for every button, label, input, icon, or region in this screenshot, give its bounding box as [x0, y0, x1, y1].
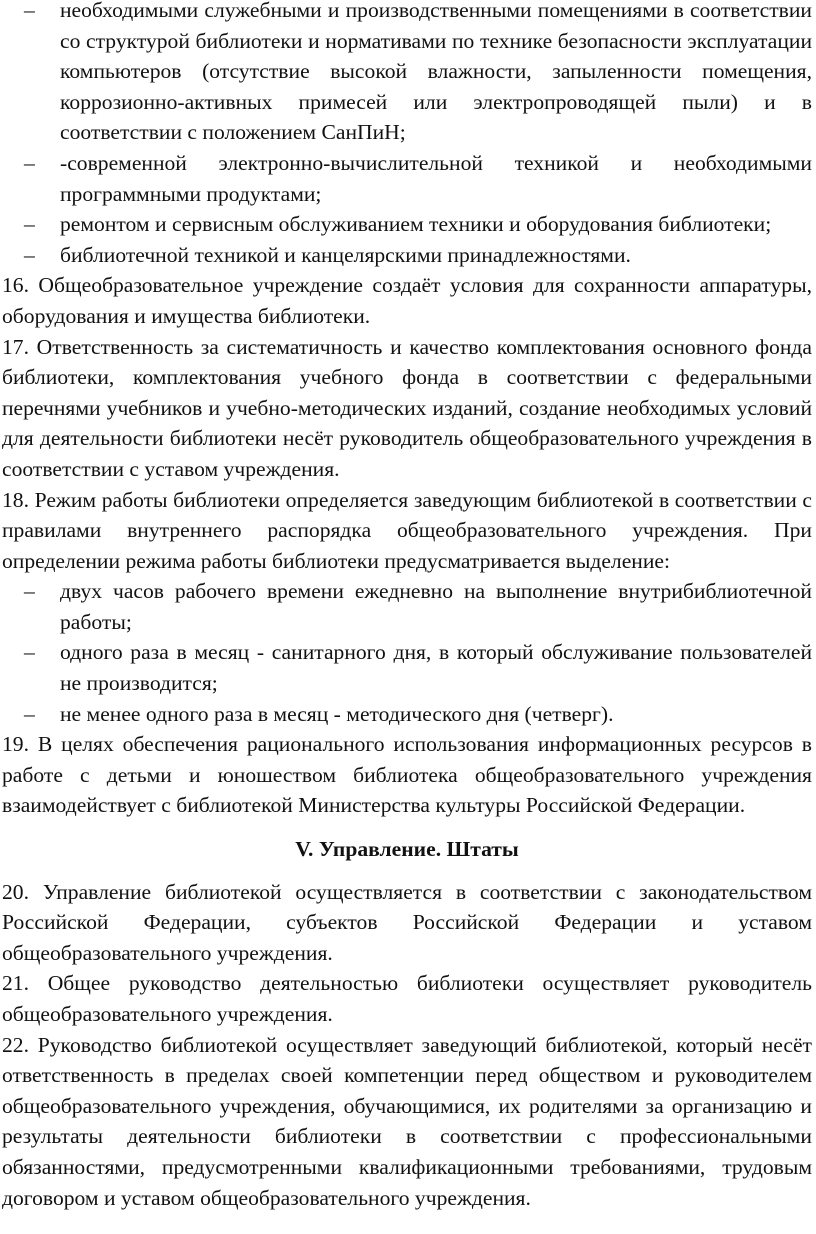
- list-item-text: -современной электронно-вычислительной техникой и необходимыми программными продуктами;: [60, 150, 812, 206]
- paragraph-20: 20. Управление библиотекой осуществляется в соответствии с законодательством Российской Федерации, субъектов Российской Федерации и уставом общеобразовательного учреждения.: [2, 879, 812, 965]
- list-item-text: двух часов рабочего времени ежедневно на выполнение внутрибиблиотечной работы;: [60, 579, 812, 634]
- list-item: [2, 0, 812, 148]
- list-item: [2, 637, 812, 698]
- dash-bullet: –: [24, 640, 35, 665]
- dash-bullet: –: [24, 0, 35, 22]
- list-item-text: одного раза в месяц - санитарного дня, в который обслуживание пользователей не производится;: [60, 640, 812, 696]
- paragraph-16: 16. Общеобразовательное учреждение создаёт условия для сохранности аппаратуры, оборудования и имущества библиотеки.: [2, 273, 812, 328]
- list-item: [2, 576, 812, 637]
- dash-bullet: –: [24, 701, 35, 726]
- paragraph-18: 18. Режим работы библиотеки определяется заведующим библиотекой в соответствии с правилами внутреннего распорядка общеобразовательного учреждения. При определении режима работы библиотеки предусматривается выделение:: [2, 487, 812, 573]
- dash-bullet: –: [24, 212, 35, 237]
- list-item-text: библиотечной техникой и канцелярскими принадлежностями.: [60, 242, 631, 267]
- section-heading: V. Управление. Штаты: [295, 837, 519, 862]
- paragraph-22: 22. Руководство библиотекой осуществляет заведующий библиотекой, который несёт ответственность в пределах своей компетенции перед обществом и руководителем общеобразовательного учреждения, обучающимися, их родителями за организацию и результаты деятельности библиотеки в соответствии с профессиональными обязанностями, предусмотренными квалификационными требованиями, трудовым договором и уставом общеобразовательного учреждения.: [2, 1032, 812, 1210]
- list-item-text: ремонтом и сервисным обслуживанием техники и оборудования библиотеки;: [60, 212, 772, 237]
- list-item-text: необходимыми служебными и производственными помещениями в соответствии со структурой библиотеки и нормативами по технике безопасности эксплуатации компьютеров (отсутствие высокой влажности, запыленности помещения, коррозионно-активных примесей или электропроводящей пыли) и в соответствии с положением СанПиН;: [60, 0, 812, 145]
- paragraph-21: 21. Общее руководство деятельностью библиотеки осуществляет руководитель общеобразовательного учреждения.: [2, 971, 812, 1026]
- list-item: [2, 209, 812, 240]
- dash-bullet: –: [24, 579, 35, 604]
- dash-bullet: –: [24, 242, 35, 267]
- list-item: [2, 148, 812, 209]
- dash-bullet: –: [24, 150, 35, 175]
- list-item: [2, 699, 812, 730]
- paragraph-17: 17. Ответственность за систематичность и качество комплектования основного фонда библиотеки, комплектования учебного фонда в соответствии с федеральными перечнями учебников и учебно-методических изданий, создание необходимых условий для деятельности библиотеки несёт руководитель общеобразовательного учреждения в соответствии с уставом учреждения.: [2, 334, 812, 481]
- paragraph-19: 19. В целях обеспечения рационального использования информационных ресурсов в работе с детьми и юношеством библиотека общеобразовательного учреждения взаимодействует с библиотекой Министерства культуры Российской Федерации.: [2, 732, 812, 818]
- list-item-text: не менее одного раза в месяц - методического дня (четверг).: [60, 701, 614, 726]
- list-item: [2, 240, 812, 271]
